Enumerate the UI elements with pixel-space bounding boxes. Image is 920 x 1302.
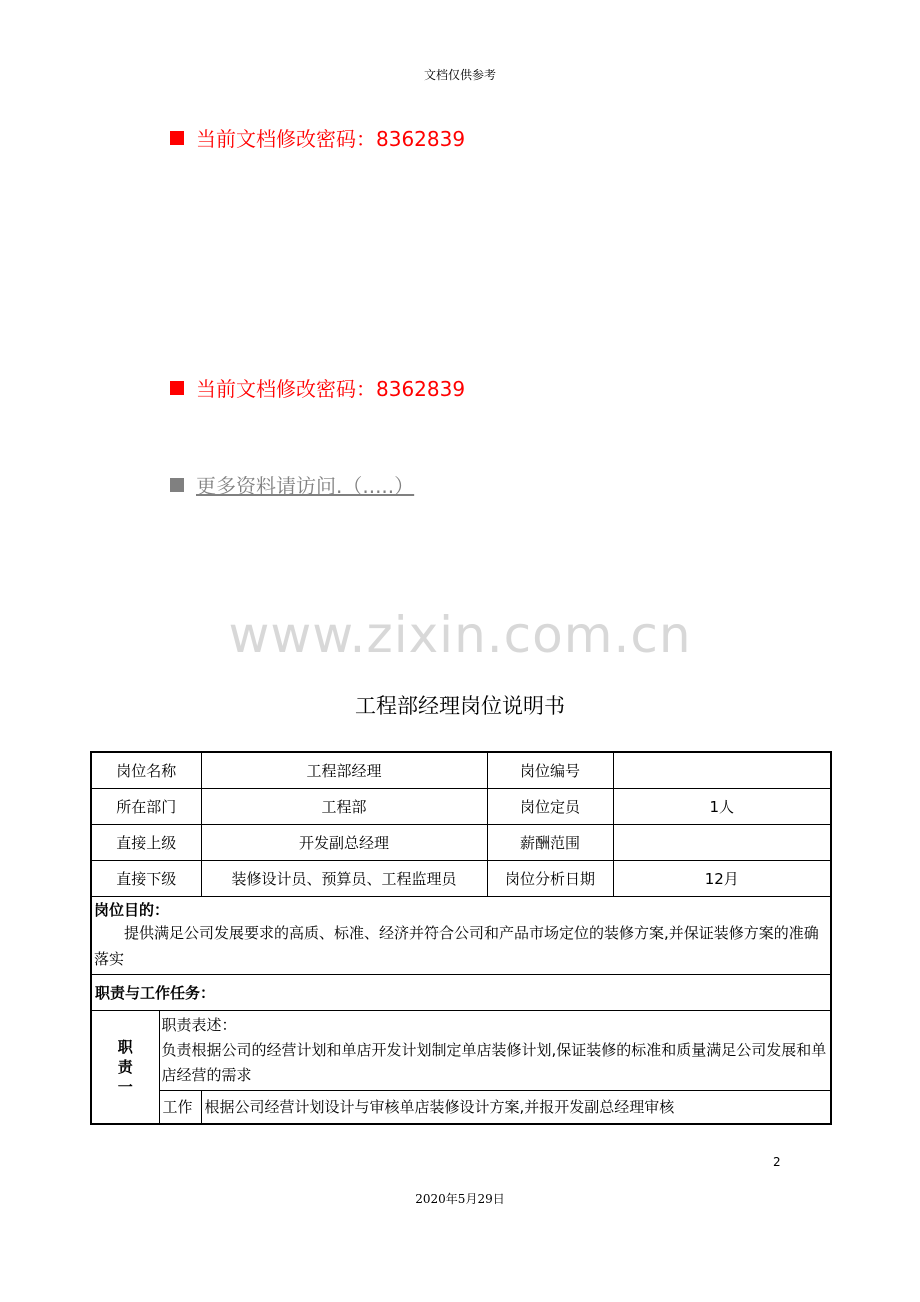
table-row: [91, 824, 831, 860]
gray-square-bullet-icon: [170, 478, 184, 492]
notice-text: 当前文档修改密码：8362839: [196, 127, 466, 151]
notice-text: 当前文档修改密码：8362839: [196, 377, 466, 401]
purpose-text: 提供满足公司发展要求的高质、标准、经济并符合公司和产品市场定位的装修方案,并保证装修方案的准确落实: [94, 923, 819, 968]
password-notice-1: [170, 123, 465, 152]
purpose-cell: [91, 896, 831, 974]
label-direct-superior: 直接上级: [91, 824, 201, 860]
table-row: [91, 788, 831, 824]
label-position-code: 岗位编号: [487, 752, 613, 788]
red-square-bullet-icon: [170, 131, 184, 145]
red-square-bullet-icon: [170, 381, 184, 395]
table-row: [91, 752, 831, 788]
footer-date: 2020年5月29日: [415, 1192, 505, 1206]
table-row: [91, 1010, 831, 1090]
value-salary-range: [613, 824, 831, 860]
table-row: [91, 974, 831, 1010]
label-department: 所在部门: [91, 788, 201, 824]
duty-description-label: 职责表述：: [161, 1015, 237, 1034]
link-text[interactable]: 更多资料请访问.（.....）: [196, 474, 415, 498]
duty-one-label: 职 责 一: [91, 1010, 159, 1124]
table-row: [91, 860, 831, 896]
value-position-code: [613, 752, 831, 788]
task-text: 根据公司经营计划设计与审核单店装修设计方案,并报开发副总经理审核: [201, 1090, 831, 1124]
label-position-name: 岗位名称: [91, 752, 201, 788]
table-row: [91, 1090, 831, 1124]
job-description-table: [90, 751, 832, 1125]
duty-description-text: 负责根据公司的经营计划和单店开发计划制定单店装修计划,保证装修的标准和质量满足公司发展和单店经营的需求: [161, 1040, 827, 1084]
page-number: 2: [773, 1155, 781, 1169]
label-salary-range: 薪酬范围: [487, 824, 613, 860]
label-analysis-date: 岗位分析日期: [487, 860, 613, 896]
watermark: www.zixin.com.cn: [228, 606, 692, 664]
duties-heading: 职责与工作任务：: [91, 974, 831, 1010]
password-notice-2: [170, 373, 465, 402]
purpose-heading: 岗位目的：: [94, 900, 170, 919]
task-label: 工作: [159, 1090, 201, 1124]
label-direct-subordinates: 直接下级: [91, 860, 201, 896]
value-direct-subordinates: 装修设计员、预算员、工程监理员: [201, 860, 487, 896]
duty-description-cell: [159, 1010, 831, 1090]
value-headcount: 1人: [613, 788, 831, 824]
value-direct-superior: 开发副总经理: [201, 824, 487, 860]
value-analysis-date: 12月: [613, 860, 831, 896]
document-title: 工程部经理岗位说明书: [355, 694, 565, 718]
table-row: [91, 896, 831, 974]
value-position-name: 工程部经理: [201, 752, 487, 788]
value-department: 工程部: [201, 788, 487, 824]
header-note: 文档仅供参考: [423, 68, 496, 82]
more-resources-link[interactable]: [170, 470, 414, 499]
label-headcount: 岗位定员: [487, 788, 613, 824]
